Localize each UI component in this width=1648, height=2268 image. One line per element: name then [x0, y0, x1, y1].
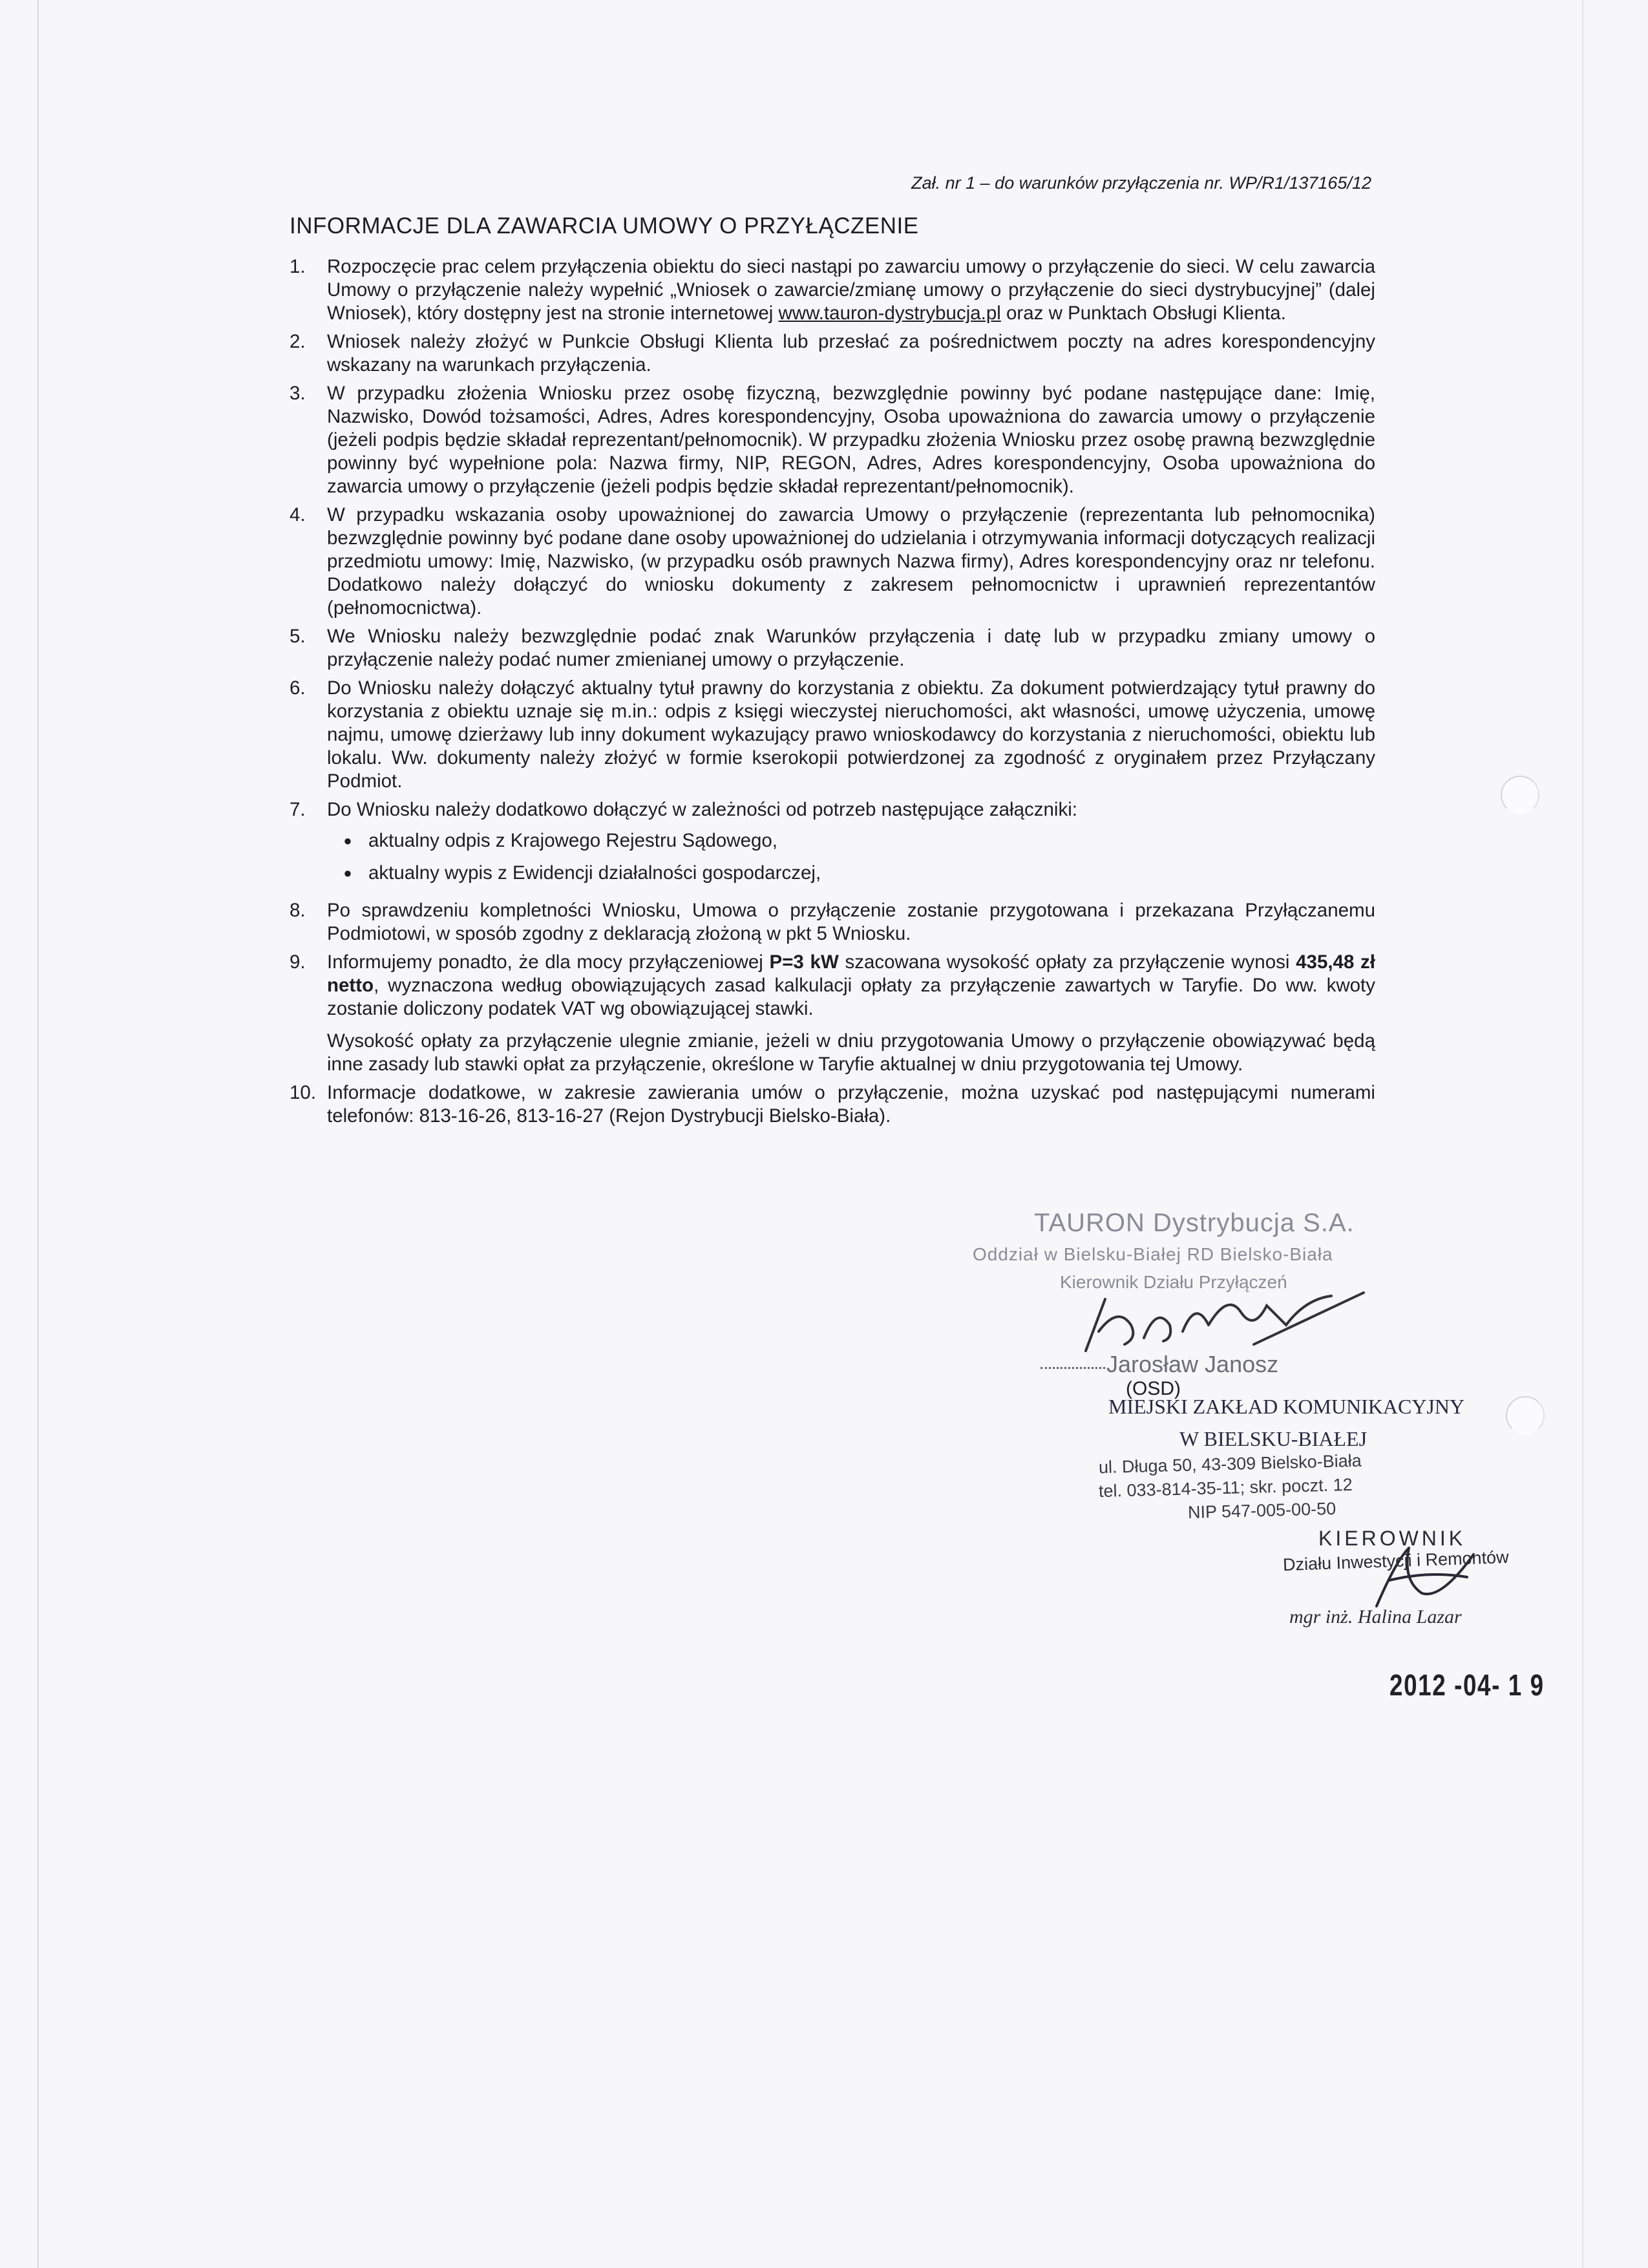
- manager-department: Działu Inwestycji i Remontów: [1282, 1547, 1510, 1575]
- stamp-branch: Oddział w Bielsku-Białej RD Bielsko-Biała: [973, 1244, 1333, 1264]
- document-title: INFORMACJE DLA ZAWARCIA UMOWY O PRZYŁĄCZENIE: [290, 213, 919, 238]
- list-item: [290, 330, 1375, 377]
- item-number: 9.: [290, 951, 306, 973]
- stamp-organization: MIEJSKI ZAKŁAD KOMUNIKACYJNY: [1108, 1395, 1465, 1418]
- item-text: szacowana wysokość opłaty za przyłączenie wynosi: [838, 951, 1296, 973]
- info-list: [290, 255, 1375, 1133]
- attachment-item: [327, 862, 1375, 885]
- item-text: , wyznaczona według obowiązujących zasad kalkulacji opłaty za przyłączenie zawartych w Taryfie. Do ww. kwoty zostanie doliczony podatek VAT wg obowiązującej stawki.: [327, 975, 1375, 1019]
- item-text: Po sprawdzeniu kompletności Wniosku, Umowa o przyłączenie zostanie przygotowana i przekazana Przyłączanemu Podmiotowi, w sposób zgodny z deklaracją złożoną w pkt 5 Wniosku.: [327, 900, 1375, 944]
- list-item: [290, 951, 1375, 1076]
- item-number: 8.: [290, 900, 306, 921]
- manager-name: mgr inż. Halina Lazar: [1289, 1606, 1462, 1627]
- item-text: W przypadku złożenia Wniosku przez osobę fizyczną, bezwzględnie powinny być podane następujące dane: Imię, Nazwisko, Dowód tożsamości, Adres, Adres korespondencyjny, Osoba upoważniona do zawarcia umowy o przyłączenie (jeżeli podpis będzie składał reprezentant/pełnomocnik). W przypadku złożenia Wniosku przez osobę prawną bezwzględnie powinny być wypełnione pola: Nazwa firmy, NIP, REGON, Adres, Adres korespondencyjny, Osoba upoważniona do zawarcia umowy o przyłączenie (jeżeli podpis będzie składał reprezentant/pełnomocnik).: [327, 383, 1375, 497]
- item-text: Wniosek należy złożyć w Punkcie Obsługi Klienta lub przesłać za pośrednictwem poczty na adres korespondencyjny wskazany na warunkach przyłączenia.: [327, 331, 1375, 376]
- stamp-nip: NIP 547-005-00-50: [1187, 1499, 1336, 1522]
- signer-name: Jarosław Janosz: [1106, 1351, 1279, 1377]
- item-text: Informujemy ponadto, że dla mocy przyłączeniowej: [327, 951, 770, 973]
- punch-hole-top: [1501, 776, 1539, 814]
- list-item: [290, 1081, 1375, 1128]
- list-item: [290, 382, 1375, 498]
- item-text: Wysokość opłaty za przyłączenie ulegnie zmianie, jeżeli w dniu przygotowania Umowy o przyłączenie obowiązywać będą inne zasady lub stawki opłat za przyłączenie, określone w Taryfie aktualnej w dniu przygotowania tej Umowy.: [327, 1030, 1375, 1075]
- punch-hole-bottom: [1506, 1396, 1545, 1435]
- item-number: 5.: [290, 626, 306, 647]
- page-edge-left: [37, 0, 39, 2268]
- bullet-icon: ●: [343, 865, 352, 881]
- stamp-company: TAURON Dystrybucja S.A.: [1034, 1209, 1355, 1237]
- stamp-role: Kierownik Działu Przyłączeń: [1060, 1272, 1287, 1292]
- item-text: Do Wniosku należy dołączyć aktualny tytuł prawny do korzystania z obiektu. Za dokument potwierdzający tytuł prawny do korzystania z obiektu uznaje się m.in.: odpis z księgi wieczystej nieruchomości, akt własności, umowę użyczenia, umowę najmu, umowę dzierżawy lub inny dokument wykazujący prawo wnioskodawcy do korzystania z nieruchomości, obiektu lub lokalu. Ww. dokumenty należy złożyć w formie kserokopii potwierdzonej za zgodność z oryginałem przez Przyłączany Podmiot.: [327, 677, 1375, 792]
- item-number: 1.: [290, 256, 306, 277]
- attachment-item: [327, 829, 1375, 853]
- item-text: Do Wniosku należy dodatkowo dołączyć w zależności od potrzeb następujące załączniki:: [327, 799, 1077, 820]
- page-edge-right: [1582, 0, 1583, 2268]
- attachment-text: aktualny wypis z Ewidencji działalności gospodarczej,: [368, 862, 821, 884]
- fee-value: 435,48 zł netto: [327, 951, 1375, 996]
- item-text: We Wniosku należy bezwzględnie podać znak Warunków przyłączenia i datę lub w przypadku zmiany umowy o przyłączenie należy podać numer zmienianej umowy o przyłączenie.: [327, 626, 1375, 670]
- item-number: 6.: [290, 677, 306, 699]
- stamp-address: ul. Długa 50, 43-309 Bielsko-Biała: [1098, 1450, 1362, 1478]
- item-text: W przypadku wskazania osoby upoważnionej do zawarcia Umowy o przyłączenie (reprezentanta lub pełnomocnika) bezwzględnie powinny być podane dane osoby upoważnionej do udzielania i otrzymywania informacji dotyczących realizacji przedmiotu umowy: Imię, Nazwisko, (w przypadku osób prawnych Nazwa firmy), Adres korespondencyjny oraz nr telefonu. Dodatkowo należy dołączyć do wniosku dokumenty z zakresem pełnomocnictw i uprawnień reprezentantów (pełnomocnictwa).: [327, 504, 1375, 619]
- item-number: 2.: [290, 331, 306, 352]
- item-number: 3.: [290, 383, 306, 404]
- list-item: [290, 677, 1375, 793]
- item-text: Rozpoczęcie prac celem przyłączenia obiektu do sieci nastąpi po zawarciu umowy o przyłączenie do sieci. W celu zawarcia Umowy o przyłączenie należy wypełnić „Wniosek o zawarcie/zmianę umowy o przyłączenie do sieci dystrybucyjnej” (dalej Wniosek), który dostępny jest na stronie internetowej: [327, 256, 1375, 324]
- attachment-reference: Zał. nr 1 – do warunków przyłączenia nr. WP/R1/137165/12: [911, 173, 1371, 193]
- signature-manager: [1364, 1542, 1480, 1613]
- list-item: [290, 503, 1375, 620]
- osd-label: (OSD): [1126, 1378, 1181, 1399]
- power-value: P=3 kW: [769, 951, 839, 973]
- date-stamp: 2012 -04- 1 9: [1389, 1668, 1545, 1702]
- list-item: [290, 625, 1375, 672]
- website-link[interactable]: www.tauron-dystrybucja.pl: [778, 302, 1001, 324]
- manager-title: KIEROWNIK: [1318, 1527, 1466, 1550]
- list-item: [290, 255, 1375, 325]
- item-text: Informacje dodatkowe, w zakresie zawierania umów o przyłączenie, można uzyskać pod następującymi numerami telefonów: 813-16-26, 813-16-27 (Rejon Dystrybucji Bielsko-Biała).: [327, 1082, 1375, 1127]
- attachments-list: [327, 829, 1375, 885]
- signature-dotted-line: [1041, 1367, 1105, 1369]
- item-text: oraz w Punktach Obsługi Klienta.: [1000, 302, 1286, 324]
- item-number: 7.: [290, 799, 306, 820]
- stamp-city: W BIELSKU-BIAŁEJ: [1179, 1427, 1368, 1450]
- bullet-icon: ●: [343, 832, 352, 849]
- signature-osd: [1060, 1286, 1396, 1357]
- list-item: [290, 798, 1375, 894]
- item-number: 4.: [290, 504, 306, 525]
- list-item: [290, 899, 1375, 946]
- stamp-phone: tel. 033-814-35-11; skr. poczt. 12: [1098, 1474, 1353, 1501]
- item-number: 10.: [290, 1082, 317, 1103]
- attachment-text: aktualny odpis z Krajowego Rejestru Sądowego,: [368, 830, 777, 851]
